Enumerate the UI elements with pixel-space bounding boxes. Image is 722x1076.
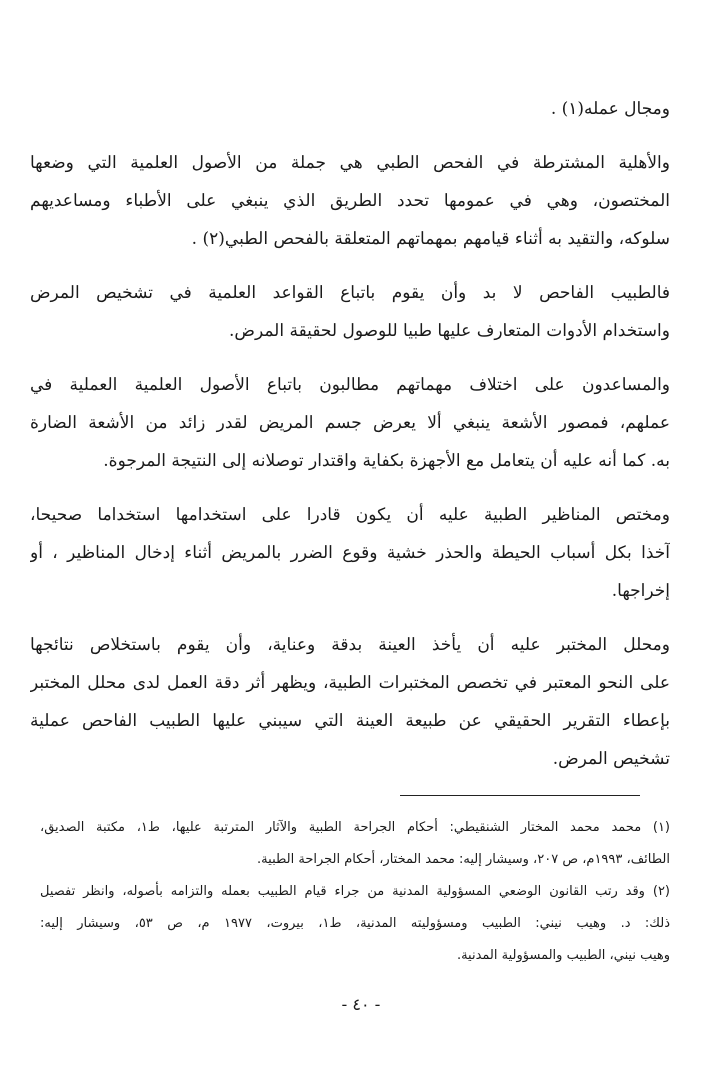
footnote-divider xyxy=(400,795,640,796)
footnote-line: الطائف، ١٩٩٣م، ص ٢٠٧، وسيشار إليه: محمد المختار، أحكام الجراحة الطبية. xyxy=(257,852,670,867)
text-line: ومختص المناظير الطبية عليه أن يكون قادرا على استخدامها استخداما صحيحا، xyxy=(30,505,670,525)
paragraph xyxy=(30,90,670,128)
paragraph xyxy=(30,366,670,480)
paragraph xyxy=(30,274,670,350)
text-line: فالطبيب الفاحص لا بد وأن يقوم باتباع القواعد العلمية في تشخيص المرض xyxy=(30,283,670,303)
text-line: تشخيص المرض. xyxy=(552,749,670,769)
main-text xyxy=(30,90,670,794)
footnote-line: ذلك: د. وهيب نيني: الطبيب ومسؤوليته المدنية، ط١، بيروت، ١٩٧٧ م، ص ٥٣، وسيشار إليه: xyxy=(40,916,670,931)
text-line: عملهم، فمصور الأشعة ينبغي ألا يعرض جسم المريض لقدر زائد من الأشعة الضارة xyxy=(30,413,670,433)
text-line: به. كما أنه عليه أن يتعامل مع الأجهزة بكفاية واقتدار توصلانه إلى النتيجة المرجوة. xyxy=(103,451,670,471)
text-line: بإعطاء التقرير الحقيقي عن طبيعة العينة التي سيبني عليها الطبيب الفاحص عملية xyxy=(30,711,670,731)
text-line: على النحو المعتبر في تخصص المختبرات الطبية، ويظهر أثر دقة العمل لدى محلل المختبر xyxy=(30,673,670,693)
paragraph xyxy=(30,626,670,778)
text-line: واستخدام الأدوات المتعارف عليها طبيا للوصول لحقيقة المرض. xyxy=(229,321,670,341)
page-number: - ٤٠ - xyxy=(341,995,381,1014)
footnote xyxy=(40,876,670,972)
text-line: إخراجها. xyxy=(611,581,670,601)
text-line: والأهلية المشترطة في الفحص الطبي هي جملة من الأصول العلمية التي وضعها xyxy=(30,153,670,173)
footnote-line: (٢) وقد رتب القانون الوضعي المسؤولية المدنية من جراء قيام الطبيب بعمله والتزامه بأصوله، وانظر تفصيل xyxy=(40,884,670,899)
text-line: آخذا بكل أسباب الحيطة والحذر خشية وقوع الضرر بالمريض أثناء إدخال المناظير ، أو xyxy=(30,543,670,563)
footnote-line: (١) محمد محمد المختار الشنقيطي: أحكام الجراحة الطبية والآثار المترتبة عليها، ط١، مكتبة الصديق، xyxy=(40,820,670,835)
text-line: ومحلل المختبر عليه أن يأخذ العينة بدقة وعناية، وأن يقوم باستخلاص نتائجها xyxy=(30,635,670,655)
paragraph xyxy=(30,496,670,610)
footnotes xyxy=(40,812,670,972)
paragraph xyxy=(30,144,670,258)
text-line: سلوكه، والتقيد به أثناء قيامهم بمهماتهم المتعلقة بالفحص الطبي(٢) . xyxy=(191,229,670,249)
text-line: ومجال عمله(١) . xyxy=(550,99,670,119)
footnote xyxy=(40,812,670,876)
text-line: والمساعدون على اختلاف مهماتهم مطالبون باتباع الأصول العلمية العملية في xyxy=(30,375,670,395)
footnote-line: وهيب نيني، الطبيب والمسؤولية المدنية. xyxy=(456,948,670,963)
text-line: المختصون، وهي في عمومها تحدد الطريق الذي ينبغي على الأطباء ومساعديهم xyxy=(30,191,670,211)
